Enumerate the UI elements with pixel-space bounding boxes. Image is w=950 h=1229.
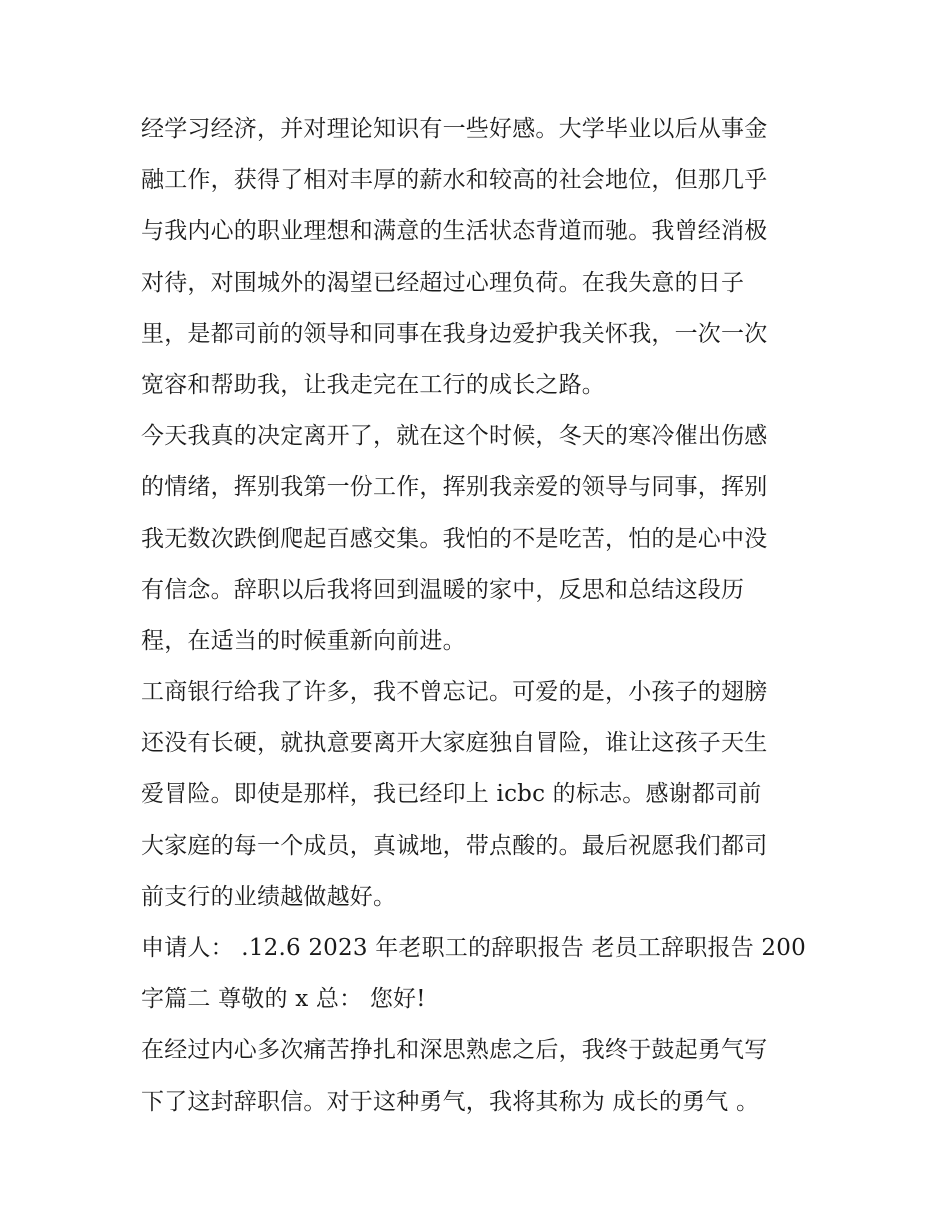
text-line: 的情绪，挥别我第一份工作，挥别我亲爱的领导与同事，挥别 — [141, 474, 768, 501]
text-line: 字篇二 尊敬的 x 总： 您好! — [141, 986, 426, 1013]
text-line: 里，是都司前的领导和同事在我身边爱护我关怀我，一次一次 — [141, 320, 768, 347]
text-line: 对待，对围城外的渴望已经超过心理负荷。在我失意的日子 — [141, 269, 745, 296]
text-line: 大家庭的每一个成员，真诚地，带点酸的。最后祝愿我们都司 — [141, 832, 768, 859]
text-line: 申请人： .12.6 2023 年老职工的辞职报告 老员工辞职报告 200 — [141, 935, 806, 961]
text-line: 我无数次跌倒爬起百感交集。我怕的不是吃苦，怕的是心中没 — [141, 525, 768, 552]
text-line: 经学习经济，并对理论知识有一些好感。大学毕业以后从事金 — [141, 116, 768, 142]
text-line: 今天我真的决定离开了，就在这个时候，冬天的寒冷催出伤感 — [141, 423, 768, 450]
text-line: 还没有长硬，就执意要离开大家庭独自冒险，谁让这孩子天生 — [141, 730, 768, 757]
text-line: 爱冒险。即使是那样，我已经印上 icbc 的标志。感谢都司前 — [141, 781, 762, 808]
text-line: 融工作，获得了相对丰厚的薪水和较高的社会地位，但那几乎 — [141, 167, 768, 194]
text-line: 与我内心的职业理想和满意的生活状态背道而驰。我曾经消极 — [141, 218, 768, 245]
text-line: 在经过内心多次痛苦挣扎和深思熟虑之后，我终于鼓起勇气写 — [141, 1037, 768, 1064]
text-line: 下了这封辞职信。对于这种勇气，我将其称为 成长的勇气 。 — [141, 1088, 760, 1115]
text-line: 宽容和帮助我，让我走完在工行的成长之路。 — [141, 371, 605, 398]
text-line: 工商银行给我了许多，我不曾忘记。可爱的是，小孩子的翅膀 — [141, 679, 768, 706]
text-line: 前支行的业绩越做越好。 — [141, 883, 397, 910]
text-line: 有信念。辞职以后我将回到温暖的家中，反思和总结这段历 — [141, 576, 745, 603]
text-line: 程，在适当的时候重新向前进。 — [141, 627, 466, 654]
